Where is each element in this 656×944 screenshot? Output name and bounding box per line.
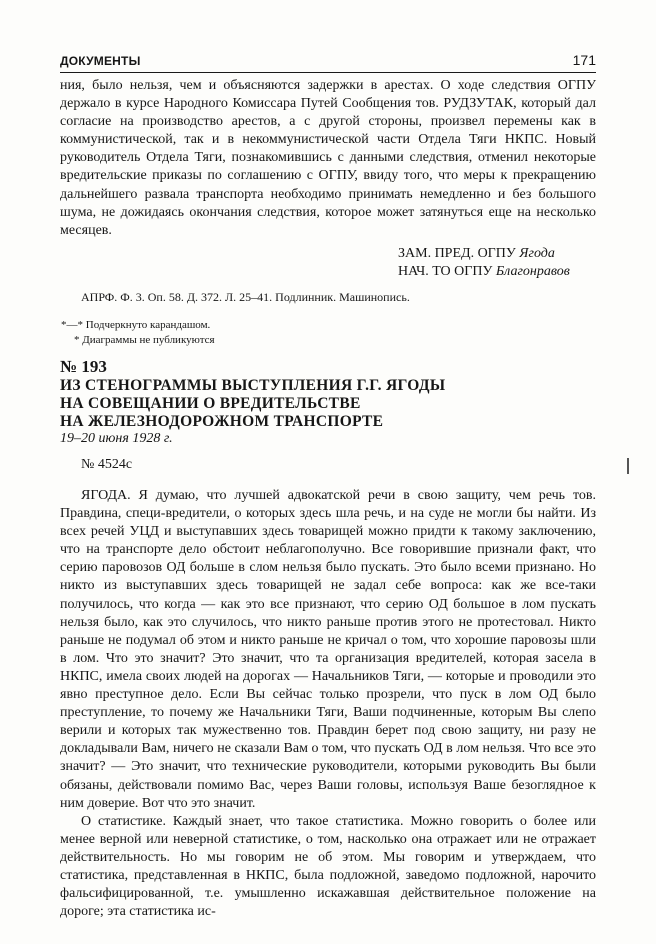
document-number: № 193 [60, 357, 107, 376]
speech-paragraph: О статистике. Каждый знает, что такое статистика. Можно говорить о более или менее верной или неверной статистике, о том, насколько она отражает или не отражает действительность. Но мы говорим не об этом. Мы говорим и утверждаем, что статистика, представленная в НКПС, была подложной, заведомо подложной, нарочито фальсифицированной, т.е. умышленно искажавшая действительное положение на дороге; эта статистика ис- [60, 813, 596, 920]
footnote-1: *—* Подчеркнуто карандашом. [61, 319, 211, 331]
document-title-line: НА ЖЕЛЕЗНОДОРОЖНОМ ТРАНСПОРТЕ [60, 413, 384, 430]
speech-text [60, 487, 596, 921]
signature-name: Ягода [519, 246, 555, 261]
signature-name: Благонравов [495, 264, 570, 279]
signature-position: НАЧ. ТО ОГПУ [398, 264, 493, 279]
continuation-paragraph: ния, было нельзя, чем и объясняются задержки в арестах. О ходе следствия ОГПУ держало в курсе Народного Комиссара Путей Сообщения тов. РУДЗУТАК, который дал согласие на производство арестов, а с другой стороны, произвел перемены как в коммунистической, так и в некоммунистической части Отдела Тяги НКПС. Новый руководитель Отдела Тяги, познакомившись с данными следствия, отменил некоторые вредительские приказы по соглашению с ОГПУ, ввиду того, что меры к прекращению дальнейшего развала транспорта необходимо принимать немедленно и без большого шума, не дожидаясь окончания следствия, которое может затянуться еще на несколько месяцев. [60, 78, 596, 238]
header-rule [60, 72, 596, 73]
signature-1 [398, 245, 555, 263]
section-title: ДОКУМЕНТЫ [60, 54, 141, 68]
reference-number: № 4524с [81, 457, 133, 472]
footnote-2: * Диаграммы не публикуются [74, 334, 215, 346]
document-heading [60, 358, 596, 431]
archive-reference: АПРФ. Ф. 3. Оп. 58. Д. 372. Л. 25–41. Подлинник. Машинопись. [81, 290, 410, 304]
running-head [60, 54, 596, 70]
page-number: 171 [572, 52, 596, 68]
document-title-line: НА СОВЕЩАНИИ О ВРЕДИТЕЛЬСТВЕ [60, 395, 361, 412]
document-title-line: ИЗ СТЕНОГРАММЫ ВЫСТУПЛЕНИЯ Г.Г. ЯГОДЫ [60, 377, 446, 394]
margin-mark [627, 458, 629, 474]
signature-2 [398, 263, 570, 281]
document-date: 19–20 июня 1928 г. [60, 431, 173, 446]
speech-paragraph: ЯГОДА. Я думаю, что лучшей адвокатской речи в свою защиту, чем речь тов. Правдина, специ-вредители, о которых здесь шла речь, и на суде не могли бы найти. Из всех речей УЦД и выступавших здесь товарищей можно придти к такому заключению, что на транспорте дело обстоит неблагополучно. Все говорившие признали факт, что серию паровозов ОД больше в слом нельзя было пускать. Это было всеми признано. Но никто из выступавших здесь товарищей не задал себе вопроса: как же все-таки получилось, что когда — как это все признают, что серию ОД большое в лом пускать нельзя было, как это случилось, что никто раньше против этого не протестовал. Никто раньше не подумал об этом и никто раньше не кричал о том, что хорошие паровозы шли в лом. Что это значит? Это значит, что та организация вредителей, которая засела в НКПС, имела своих людей на дорогах — Начальников Тяги, — которые и проводили это явно преступное дело. Если Вы сейчас только прозрели, что пуск в лом ОД было преступление, то почему же Начальники Тяги, Ваши подчиненные, которым Вы слепо верили и которых так мужественно тов. Правдин берет под свою защиту, ни разу не докладывали Вам, ничего не сказали Вам о том, что пускать ОД в лом нельзя. Что все это значит? — Это значит, что технические руководители, которыми руководить Вы были обязаны, действовали помимо Вас, через Ваши головы, используя Ваше безоглядное к ним доверие. Вот что это значит. [60, 488, 596, 811]
signature-position: ЗАМ. ПРЕД. ОГПУ [398, 246, 516, 261]
